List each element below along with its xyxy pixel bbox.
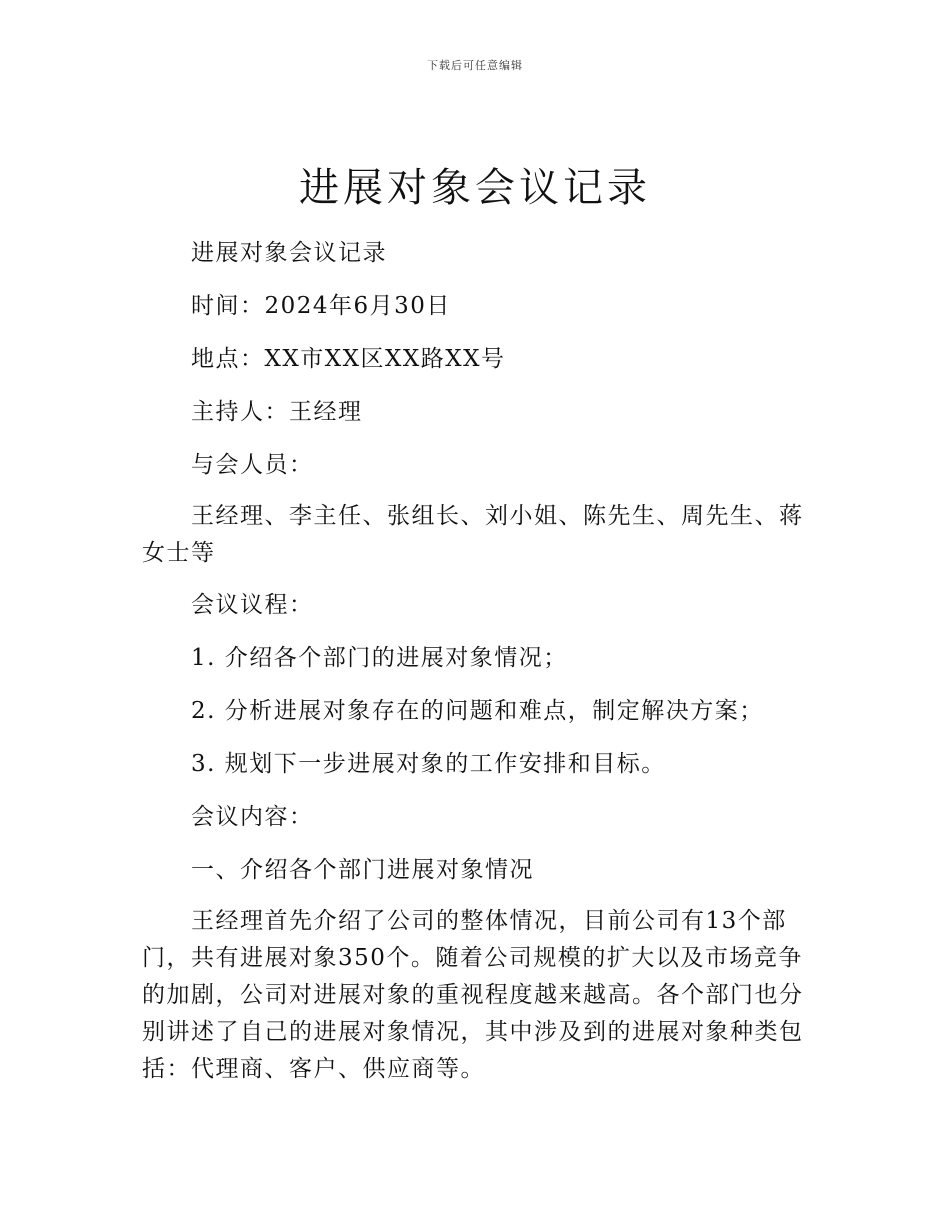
header-note: 下载后可任意编辑 bbox=[427, 59, 523, 72]
meeting-host: 主持人：王经理 bbox=[191, 399, 363, 425]
meeting-time: 时间：2024年6月30日 bbox=[191, 293, 451, 319]
attendees-list: 王经理、李主任、张组长、刘小姐、陈先生、周先生、蒋女士等 bbox=[142, 503, 804, 566]
attendees-label: 与会人员： bbox=[191, 452, 314, 478]
meeting-location: 地点：XX市XX区XX路XX号 bbox=[191, 346, 506, 372]
agenda-item-2: 2. 分析进展对象存在的问题和难点，制定解决方案； bbox=[191, 698, 764, 724]
section-heading-1: 一、介绍各个部门进展对象情况 bbox=[191, 857, 534, 883]
content-label: 会议内容： bbox=[191, 804, 314, 830]
subtitle-paragraph: 进展对象会议记录 bbox=[191, 240, 387, 266]
section-1-paragraph: 王经理首先介绍了公司的整体情况，目前公司有13个部门，共有进展对象350个。随着公司规模的扩大以及市场竞争的加剧，公司对进展对象的重视程度越来越高。各个部门也分别讲述了自己的进展对象情况，其中涉及到的进展对象种类包括：代理商、客户、供应商等。 bbox=[142, 908, 804, 1082]
agenda-item-3: 3. 规划下一步进展对象的工作安排和目标。 bbox=[191, 751, 666, 777]
document-body bbox=[142, 233, 812, 1101]
document-title: 进展对象会议记录 bbox=[299, 165, 651, 211]
agenda-item-1: 1. 介绍各个部门的进展对象情况； bbox=[191, 645, 568, 671]
agenda-label: 会议议程： bbox=[191, 592, 314, 618]
